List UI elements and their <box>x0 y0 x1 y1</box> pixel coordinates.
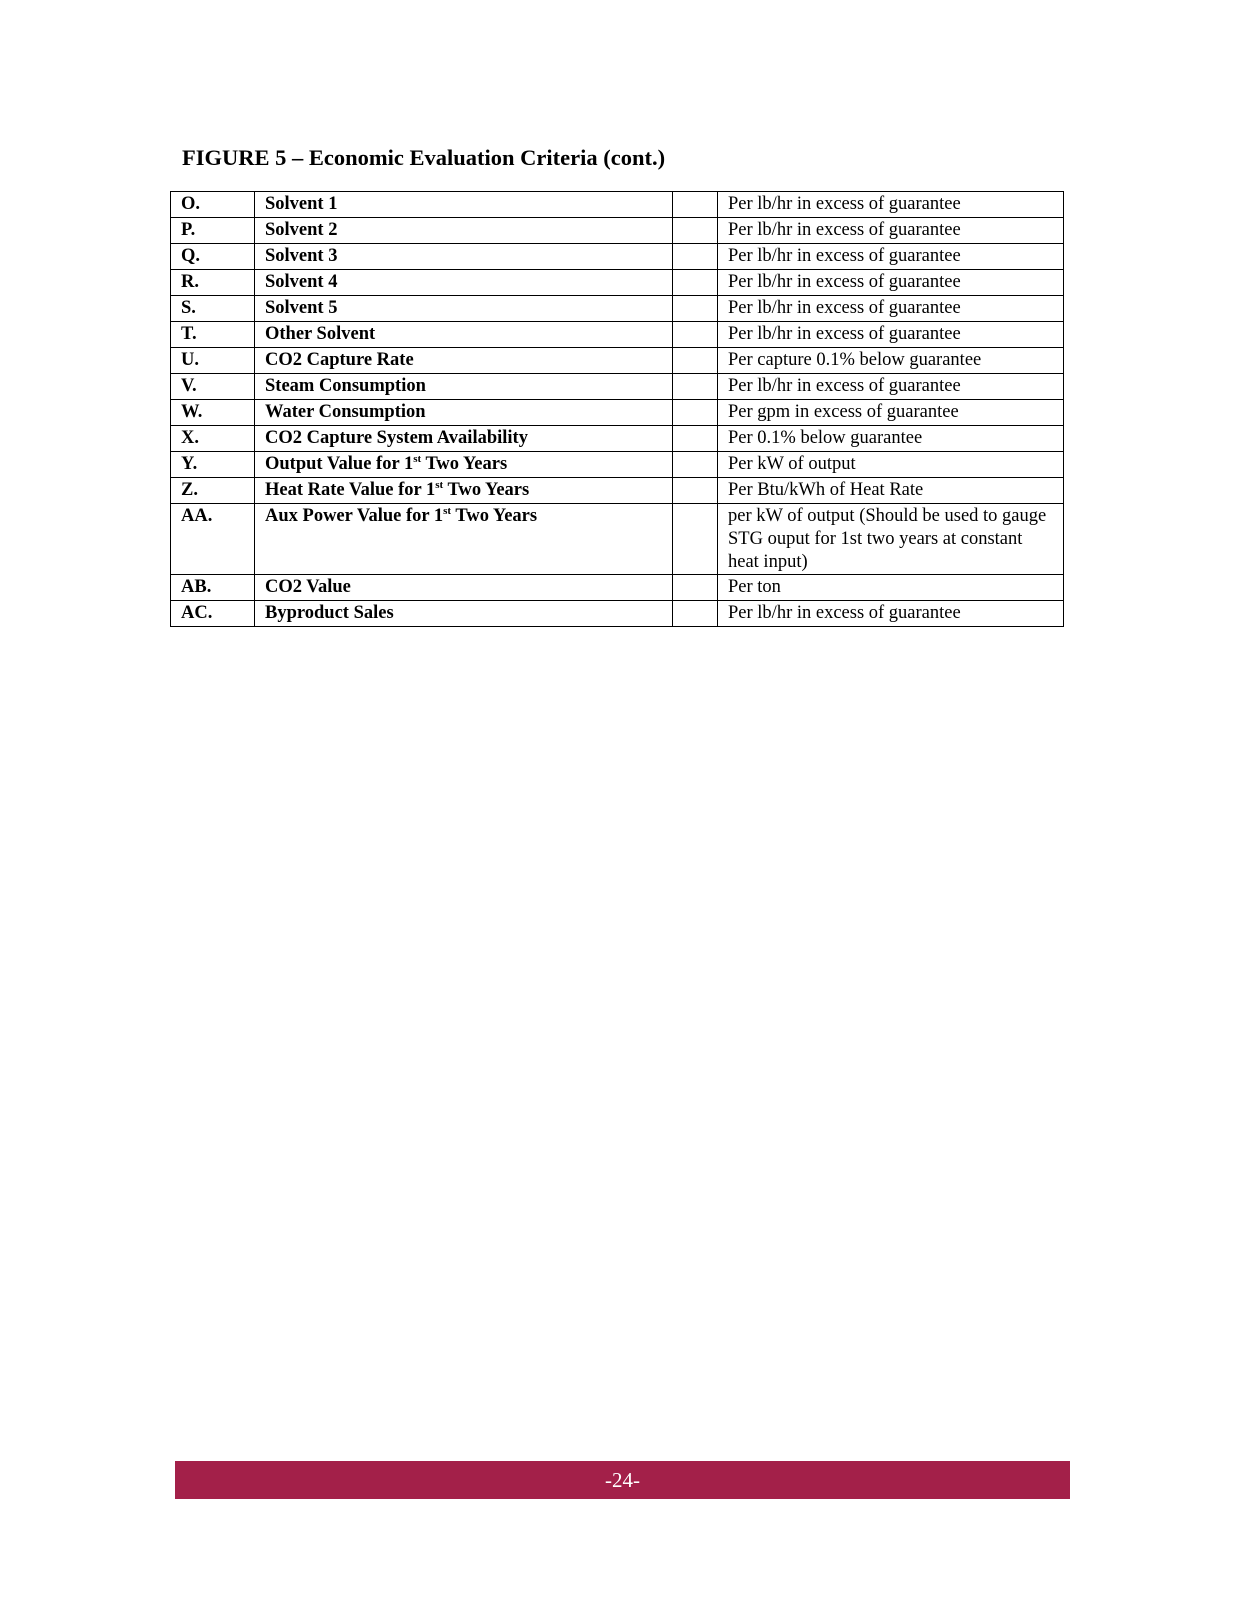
table-row <box>171 270 1064 296</box>
page-number: -24- <box>605 1467 640 1492</box>
evaluation-basis: Per lb/hr in excess of guarantee <box>718 244 1064 270</box>
table-row <box>171 452 1064 478</box>
blank-cell <box>673 374 718 400</box>
blank-cell <box>673 400 718 426</box>
evaluation-basis: Per Btu/kWh of Heat Rate <box>718 478 1064 504</box>
criteria-table <box>170 191 1064 627</box>
table-row <box>171 348 1064 374</box>
table-row <box>171 296 1064 322</box>
table-row <box>171 426 1064 452</box>
ordinal-suffix: st <box>435 479 444 491</box>
table-row <box>171 478 1064 504</box>
table-row <box>171 575 1064 601</box>
evaluation-basis: Per lb/hr in excess of guarantee <box>718 270 1064 296</box>
criterion-name-text: Two Years <box>451 506 538 526</box>
page-title: FIGURE 5 – Economic Evaluation Criteria (cont.) <box>182 145 666 170</box>
blank-cell <box>673 601 718 627</box>
evaluation-basis: Per lb/hr in excess of guarantee <box>718 322 1064 348</box>
evaluation-basis: Per gpm in excess of guarantee <box>718 400 1064 426</box>
criterion-name: CO2 Value <box>255 575 673 601</box>
criterion-name-text: Two Years <box>421 454 508 474</box>
row-letter: R. <box>171 270 255 296</box>
row-letter: O. <box>171 192 255 218</box>
blank-cell <box>673 348 718 374</box>
row-letter: V. <box>171 374 255 400</box>
evaluation-basis: Per lb/hr in excess of guarantee <box>718 192 1064 218</box>
criterion-name: Solvent 4 <box>255 270 673 296</box>
table-row <box>171 244 1064 270</box>
blank-cell <box>673 452 718 478</box>
criterion-name: Other Solvent <box>255 322 673 348</box>
criterion-name: Solvent 5 <box>255 296 673 322</box>
table-row <box>171 601 1064 627</box>
evaluation-basis: Per lb/hr in excess of guarantee <box>718 218 1064 244</box>
row-letter: AA. <box>171 504 255 575</box>
blank-cell <box>673 244 718 270</box>
blank-cell <box>673 270 718 296</box>
row-letter: Q. <box>171 244 255 270</box>
table-row <box>171 192 1064 218</box>
blank-cell <box>673 426 718 452</box>
evaluation-basis: Per lb/hr in excess of guarantee <box>718 374 1064 400</box>
blank-cell <box>673 478 718 504</box>
criterion-name: Byproduct Sales <box>255 601 673 627</box>
criterion-name: Solvent 2 <box>255 218 673 244</box>
criterion-name: Solvent 1 <box>255 192 673 218</box>
blank-cell <box>673 296 718 322</box>
criterion-name: CO2 Capture System Availability <box>255 426 673 452</box>
criterion-name: Steam Consumption <box>255 374 673 400</box>
criterion-name-text: Two Years <box>443 480 530 500</box>
criterion-name-text: Output Value for 1 <box>265 454 414 474</box>
criterion-name <box>255 478 673 504</box>
row-letter: AB. <box>171 575 255 601</box>
criterion-name: Solvent 3 <box>255 244 673 270</box>
blank-cell <box>673 192 718 218</box>
table-row <box>171 400 1064 426</box>
footer-bar <box>175 1461 1070 1499</box>
row-letter: Y. <box>171 452 255 478</box>
criterion-name: CO2 Capture Rate <box>255 348 673 374</box>
table-row <box>171 322 1064 348</box>
criterion-name <box>255 504 673 575</box>
table-row <box>171 504 1064 575</box>
criterion-name <box>255 452 673 478</box>
criterion-name-text: Aux Power Value for 1 <box>265 506 444 526</box>
blank-cell <box>673 575 718 601</box>
ordinal-suffix: st <box>413 453 422 465</box>
row-letter: X. <box>171 426 255 452</box>
ordinal-suffix: st <box>443 505 452 517</box>
criterion-name: Water Consumption <box>255 400 673 426</box>
evaluation-basis: Per kW of output <box>718 452 1064 478</box>
criterion-name-text: Heat Rate Value for 1 <box>265 480 436 500</box>
evaluation-basis: Per lb/hr in excess of guarantee <box>718 296 1064 322</box>
row-letter: S. <box>171 296 255 322</box>
blank-cell <box>673 504 718 575</box>
evaluation-basis: per kW of output (Should be used to gauge STG ouput for 1st two years at constant heat input) <box>718 504 1064 575</box>
blank-cell <box>673 322 718 348</box>
evaluation-basis: Per 0.1% below guarantee <box>718 426 1064 452</box>
row-letter: P. <box>171 218 255 244</box>
row-letter: Z. <box>171 478 255 504</box>
blank-cell <box>673 218 718 244</box>
row-letter: AC. <box>171 601 255 627</box>
evaluation-basis: Per ton <box>718 575 1064 601</box>
row-letter: T. <box>171 322 255 348</box>
evaluation-basis: Per capture 0.1% below guarantee <box>718 348 1064 374</box>
row-letter: U. <box>171 348 255 374</box>
row-letter: W. <box>171 400 255 426</box>
evaluation-basis: Per lb/hr in excess of guarantee <box>718 601 1064 627</box>
table-row <box>171 374 1064 400</box>
table-row <box>171 218 1064 244</box>
